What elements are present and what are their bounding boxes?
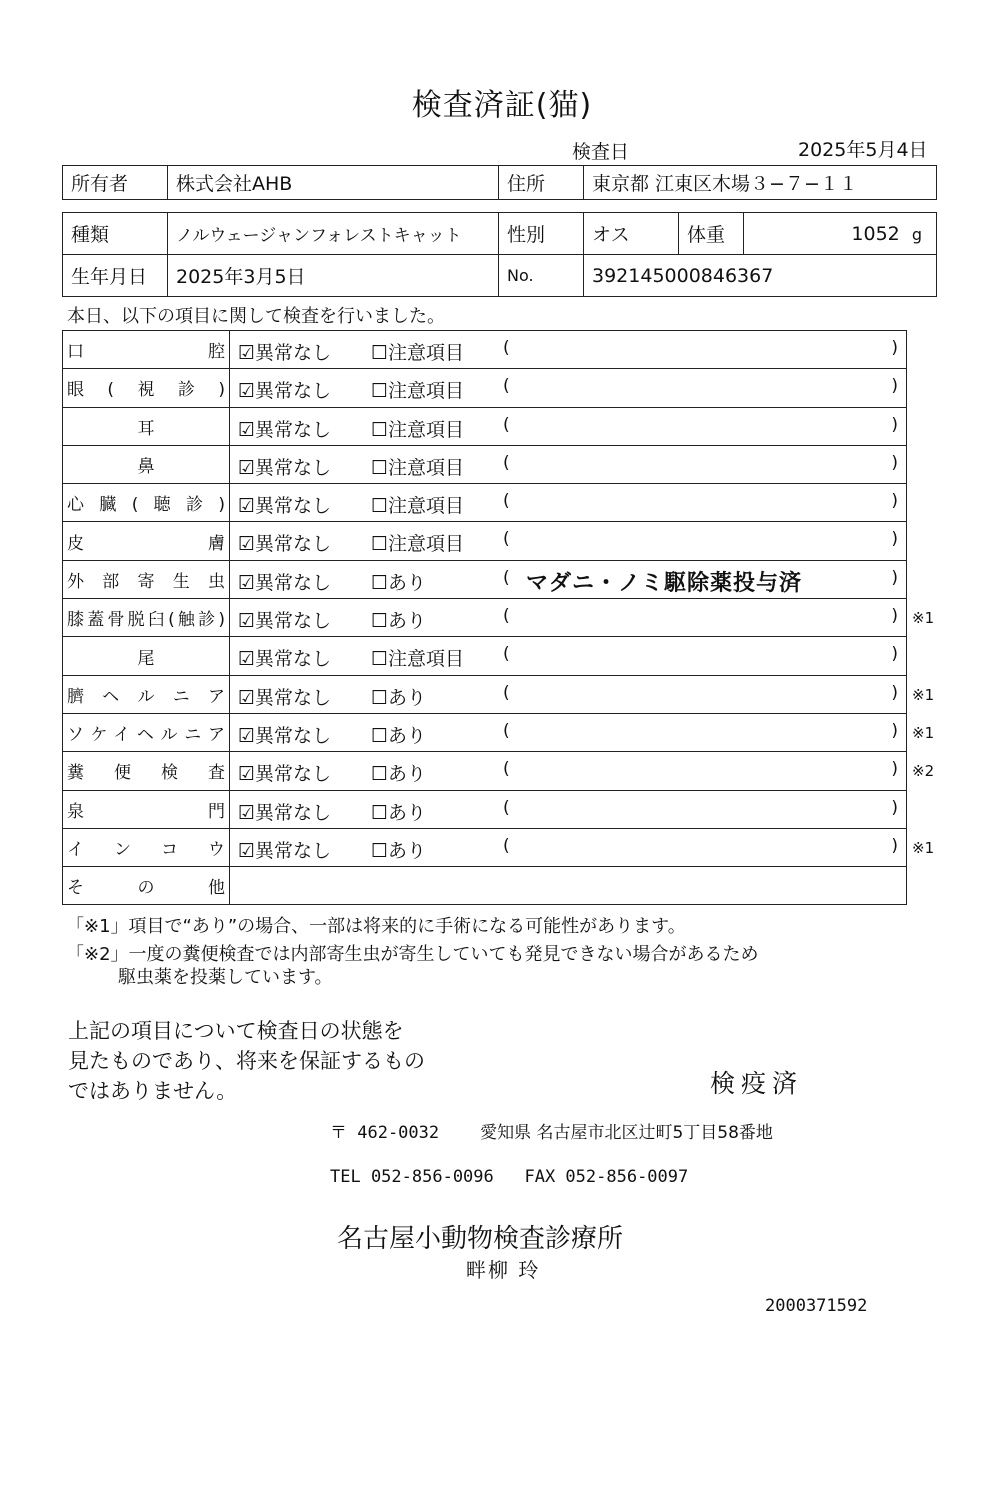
footnote-2-line2: 駆虫薬を投薬しています。	[118, 967, 333, 988]
item-row	[63, 599, 907, 637]
item-result-cell	[230, 637, 907, 675]
item-name-cell	[63, 407, 230, 445]
check-normal[interactable]: ☑異常なし	[238, 648, 332, 671]
paren-close: )	[891, 606, 898, 627]
item-name-cell	[63, 445, 230, 483]
paren-open: (	[503, 338, 510, 358]
check-normal[interactable]: ☑異常なし	[238, 456, 332, 479]
paren-open: (	[503, 529, 510, 550]
item-result-cell	[230, 484, 907, 522]
paren-close: )	[891, 376, 898, 397]
item-name-cell	[63, 331, 230, 369]
item-name: 口腔	[67, 342, 225, 363]
dob-value: 2025年3月5日	[168, 255, 499, 297]
check-alternative[interactable]: ☐あり	[371, 686, 427, 709]
item-name-cell	[63, 867, 230, 905]
footnote-ref-mark: ※1	[912, 685, 935, 704]
disclaimer-line: 上記の項目について検査日の状態を	[68, 1019, 404, 1043]
item-name: 心臓(聴診)	[67, 495, 225, 516]
item-row	[63, 637, 907, 675]
footnote-1: 「※1」項目で“あり”の場合、一部は将来的に手術になる可能性があります。	[66, 916, 686, 937]
check-normal[interactable]: ☑異常なし	[238, 610, 332, 633]
owner-table	[62, 165, 937, 200]
intro-text: 本日、以下の項目に関して検査を行いました。	[67, 306, 445, 327]
check-normal[interactable]: ☑異常なし	[238, 533, 332, 556]
paren-close: )	[891, 338, 898, 358]
no-value: 392145000846367	[584, 255, 937, 297]
sex-label: 性別	[499, 213, 584, 255]
paren-open: (	[503, 376, 510, 397]
item-row	[63, 522, 907, 560]
item-name: ソケイヘルニア	[67, 725, 225, 746]
check-normal[interactable]: ☑異常なし	[238, 495, 332, 518]
paren-open: (	[503, 835, 510, 856]
check-alternative[interactable]: ☐あり	[371, 839, 427, 862]
check-alternative[interactable]: ☐あり	[371, 610, 427, 633]
dob-label: 生年月日	[63, 255, 168, 297]
paren-close: )	[891, 567, 898, 588]
tel-number: TEL 052-856-0096	[330, 1167, 494, 1187]
check-normal[interactable]: ☑異常なし	[238, 686, 332, 709]
paren-open: (	[503, 759, 510, 780]
weight-label: 体重	[679, 213, 744, 255]
breed-value: ノルウェージャンフォレストキャット	[168, 213, 499, 255]
check-alternative[interactable]: ☐あり	[371, 571, 427, 594]
check-alternative[interactable]: ☐注意項目	[371, 342, 465, 364]
item-name: 膝蓋骨脱臼(触診)	[67, 610, 225, 631]
paren-close: )	[891, 529, 898, 550]
paren-open: (	[503, 491, 510, 512]
check-alternative[interactable]: ☐注意項目	[371, 418, 465, 441]
check-alternative[interactable]: ☐注意項目	[371, 533, 465, 556]
sex-value: オス	[584, 213, 679, 255]
quarantine-stamp: 検疫済	[710, 1069, 804, 1098]
check-normal[interactable]: ☑異常なし	[238, 342, 332, 364]
paren-close: )	[891, 835, 898, 856]
item-result-cell	[230, 369, 907, 407]
paren-close: )	[891, 797, 898, 818]
check-normal[interactable]: ☑異常なし	[238, 763, 332, 786]
disclaimer-line: 見たものであり、将来を保証するもの	[68, 1049, 425, 1073]
item-name: 糞便検査	[67, 763, 225, 784]
item-name: 泉門	[67, 801, 225, 822]
item-row	[63, 484, 907, 522]
item-name-cell	[63, 637, 230, 675]
check-alternative[interactable]: ☐あり	[371, 801, 427, 824]
item-result-cell	[230, 790, 907, 828]
item-name-cell	[63, 790, 230, 828]
footnote-ref-mark: ※1	[912, 838, 935, 857]
item-row	[63, 369, 907, 407]
paren-open: (	[503, 452, 510, 473]
item-name: 臍ヘルニア	[67, 686, 225, 707]
paren-close: )	[891, 720, 898, 741]
check-alternative[interactable]: ☐注意項目	[371, 456, 465, 479]
paren-close: )	[891, 682, 898, 703]
item-result-cell	[230, 331, 907, 369]
item-name: 皮膚	[67, 533, 225, 554]
paren-open: (	[503, 606, 510, 627]
item-row	[63, 790, 907, 828]
item-result-cell	[230, 713, 907, 751]
item-result-cell	[230, 522, 907, 560]
paren-open: (	[503, 414, 510, 435]
item-name: 外部寄生虫	[67, 571, 225, 592]
item-name-cell	[63, 560, 230, 598]
inspection-items-table	[62, 330, 907, 905]
weight-cell	[744, 213, 937, 255]
item-row	[63, 407, 907, 445]
weight-value: 1052	[851, 222, 900, 245]
pet-info-table	[62, 212, 937, 297]
item-name: 尾	[137, 648, 155, 669]
paren-close: )	[891, 414, 898, 435]
check-normal[interactable]: ☑異常なし	[238, 724, 332, 747]
postal-code: 〒 462-0032	[330, 1123, 440, 1143]
clinic-name: 名古屋小動物検査診療所	[336, 1224, 623, 1254]
item-name: 耳	[137, 418, 155, 439]
clinic-contact	[330, 1167, 688, 1187]
address-label: 住所	[499, 166, 584, 200]
paren-open: (	[503, 797, 510, 818]
item-name-cell	[63, 828, 230, 866]
paren-open: (	[503, 682, 510, 703]
paren-open: (	[503, 720, 510, 741]
item-row	[63, 560, 907, 598]
paren-close: )	[891, 644, 898, 665]
other-row	[63, 867, 907, 905]
item-row	[63, 445, 907, 483]
check-normal[interactable]: ☑異常なし	[238, 801, 332, 824]
check-alternative[interactable]: ☐注意項目	[371, 648, 465, 671]
no-label: No.	[499, 255, 584, 297]
item-remark: マダニ・ノミ駆除薬投与済	[526, 570, 803, 596]
document-title: 検査済証(猫)	[411, 88, 593, 123]
footnote-ref-mark: ※1	[912, 609, 935, 628]
inspection-date-label: 検査日	[572, 141, 630, 163]
check-alternative[interactable]: ☐注意項目	[371, 380, 465, 403]
paren-close: )	[891, 491, 898, 512]
paren-open: (	[503, 567, 510, 588]
disclaimer-line: ではありません。	[68, 1079, 238, 1103]
paren-open: (	[503, 644, 510, 665]
check-alternative[interactable]: ☐あり	[371, 724, 427, 747]
check-alternative[interactable]: ☐あり	[371, 763, 427, 786]
item-row	[63, 675, 907, 713]
item-row	[63, 828, 907, 866]
item-name: インコウ	[67, 840, 225, 860]
item-result-cell	[230, 445, 907, 483]
breed-label: 種類	[63, 213, 168, 255]
footnote-2-line1: 「※2」一度の糞便検査では内部寄生虫が寄生していても発見できない場合があるため	[66, 944, 759, 965]
paren-close: )	[891, 759, 898, 780]
item-name-cell	[63, 369, 230, 407]
item-result-cell	[230, 407, 907, 445]
owner-value: 株式会社AHB	[168, 166, 499, 200]
clinic-address	[330, 1118, 773, 1143]
item-result-cell	[230, 675, 907, 713]
other-value-cell	[230, 867, 907, 905]
item-name-cell	[63, 713, 230, 751]
item-result-cell	[230, 560, 907, 598]
item-row	[63, 331, 907, 369]
item-name-cell	[63, 522, 230, 560]
item-name: 鼻	[137, 457, 155, 478]
vet-name: 畔柳 玲	[466, 1258, 541, 1282]
check-normal[interactable]: ☑異常なし	[238, 571, 332, 594]
address-value: 東京都 江東区木場３−７−１１	[584, 166, 937, 200]
check-normal[interactable]: ☑異常なし	[238, 839, 332, 862]
fax-number: FAX 052-856-0097	[524, 1167, 689, 1187]
street-address: 愛知県 名古屋市北区辻町5丁目58番地	[480, 1123, 773, 1143]
paren-close: )	[891, 452, 898, 473]
item-name-cell	[63, 599, 230, 637]
disclaimer	[68, 1016, 425, 1106]
owner-label: 所有者	[63, 166, 168, 200]
serial-number: 2000371592	[765, 1296, 868, 1316]
item-result-cell	[230, 752, 907, 790]
item-name-cell	[63, 484, 230, 522]
footnote-ref-mark: ※2	[912, 762, 935, 781]
item-row	[63, 713, 907, 751]
item-name: 眼(視診)	[67, 380, 225, 401]
item-result-cell	[230, 828, 907, 866]
item-name-cell	[63, 675, 230, 713]
footnote-ref-mark: ※1	[912, 724, 935, 742]
weight-unit: g	[911, 224, 922, 244]
item-row	[63, 752, 907, 790]
item-result-cell	[230, 599, 907, 637]
check-normal[interactable]: ☑異常なし	[238, 380, 332, 403]
inspection-date-value: 2025年5月4日	[798, 139, 928, 161]
check-alternative[interactable]: ☐注意項目	[371, 495, 465, 518]
other-label: その他	[67, 878, 225, 899]
item-name-cell	[63, 752, 230, 790]
check-normal[interactable]: ☑異常なし	[238, 418, 332, 441]
